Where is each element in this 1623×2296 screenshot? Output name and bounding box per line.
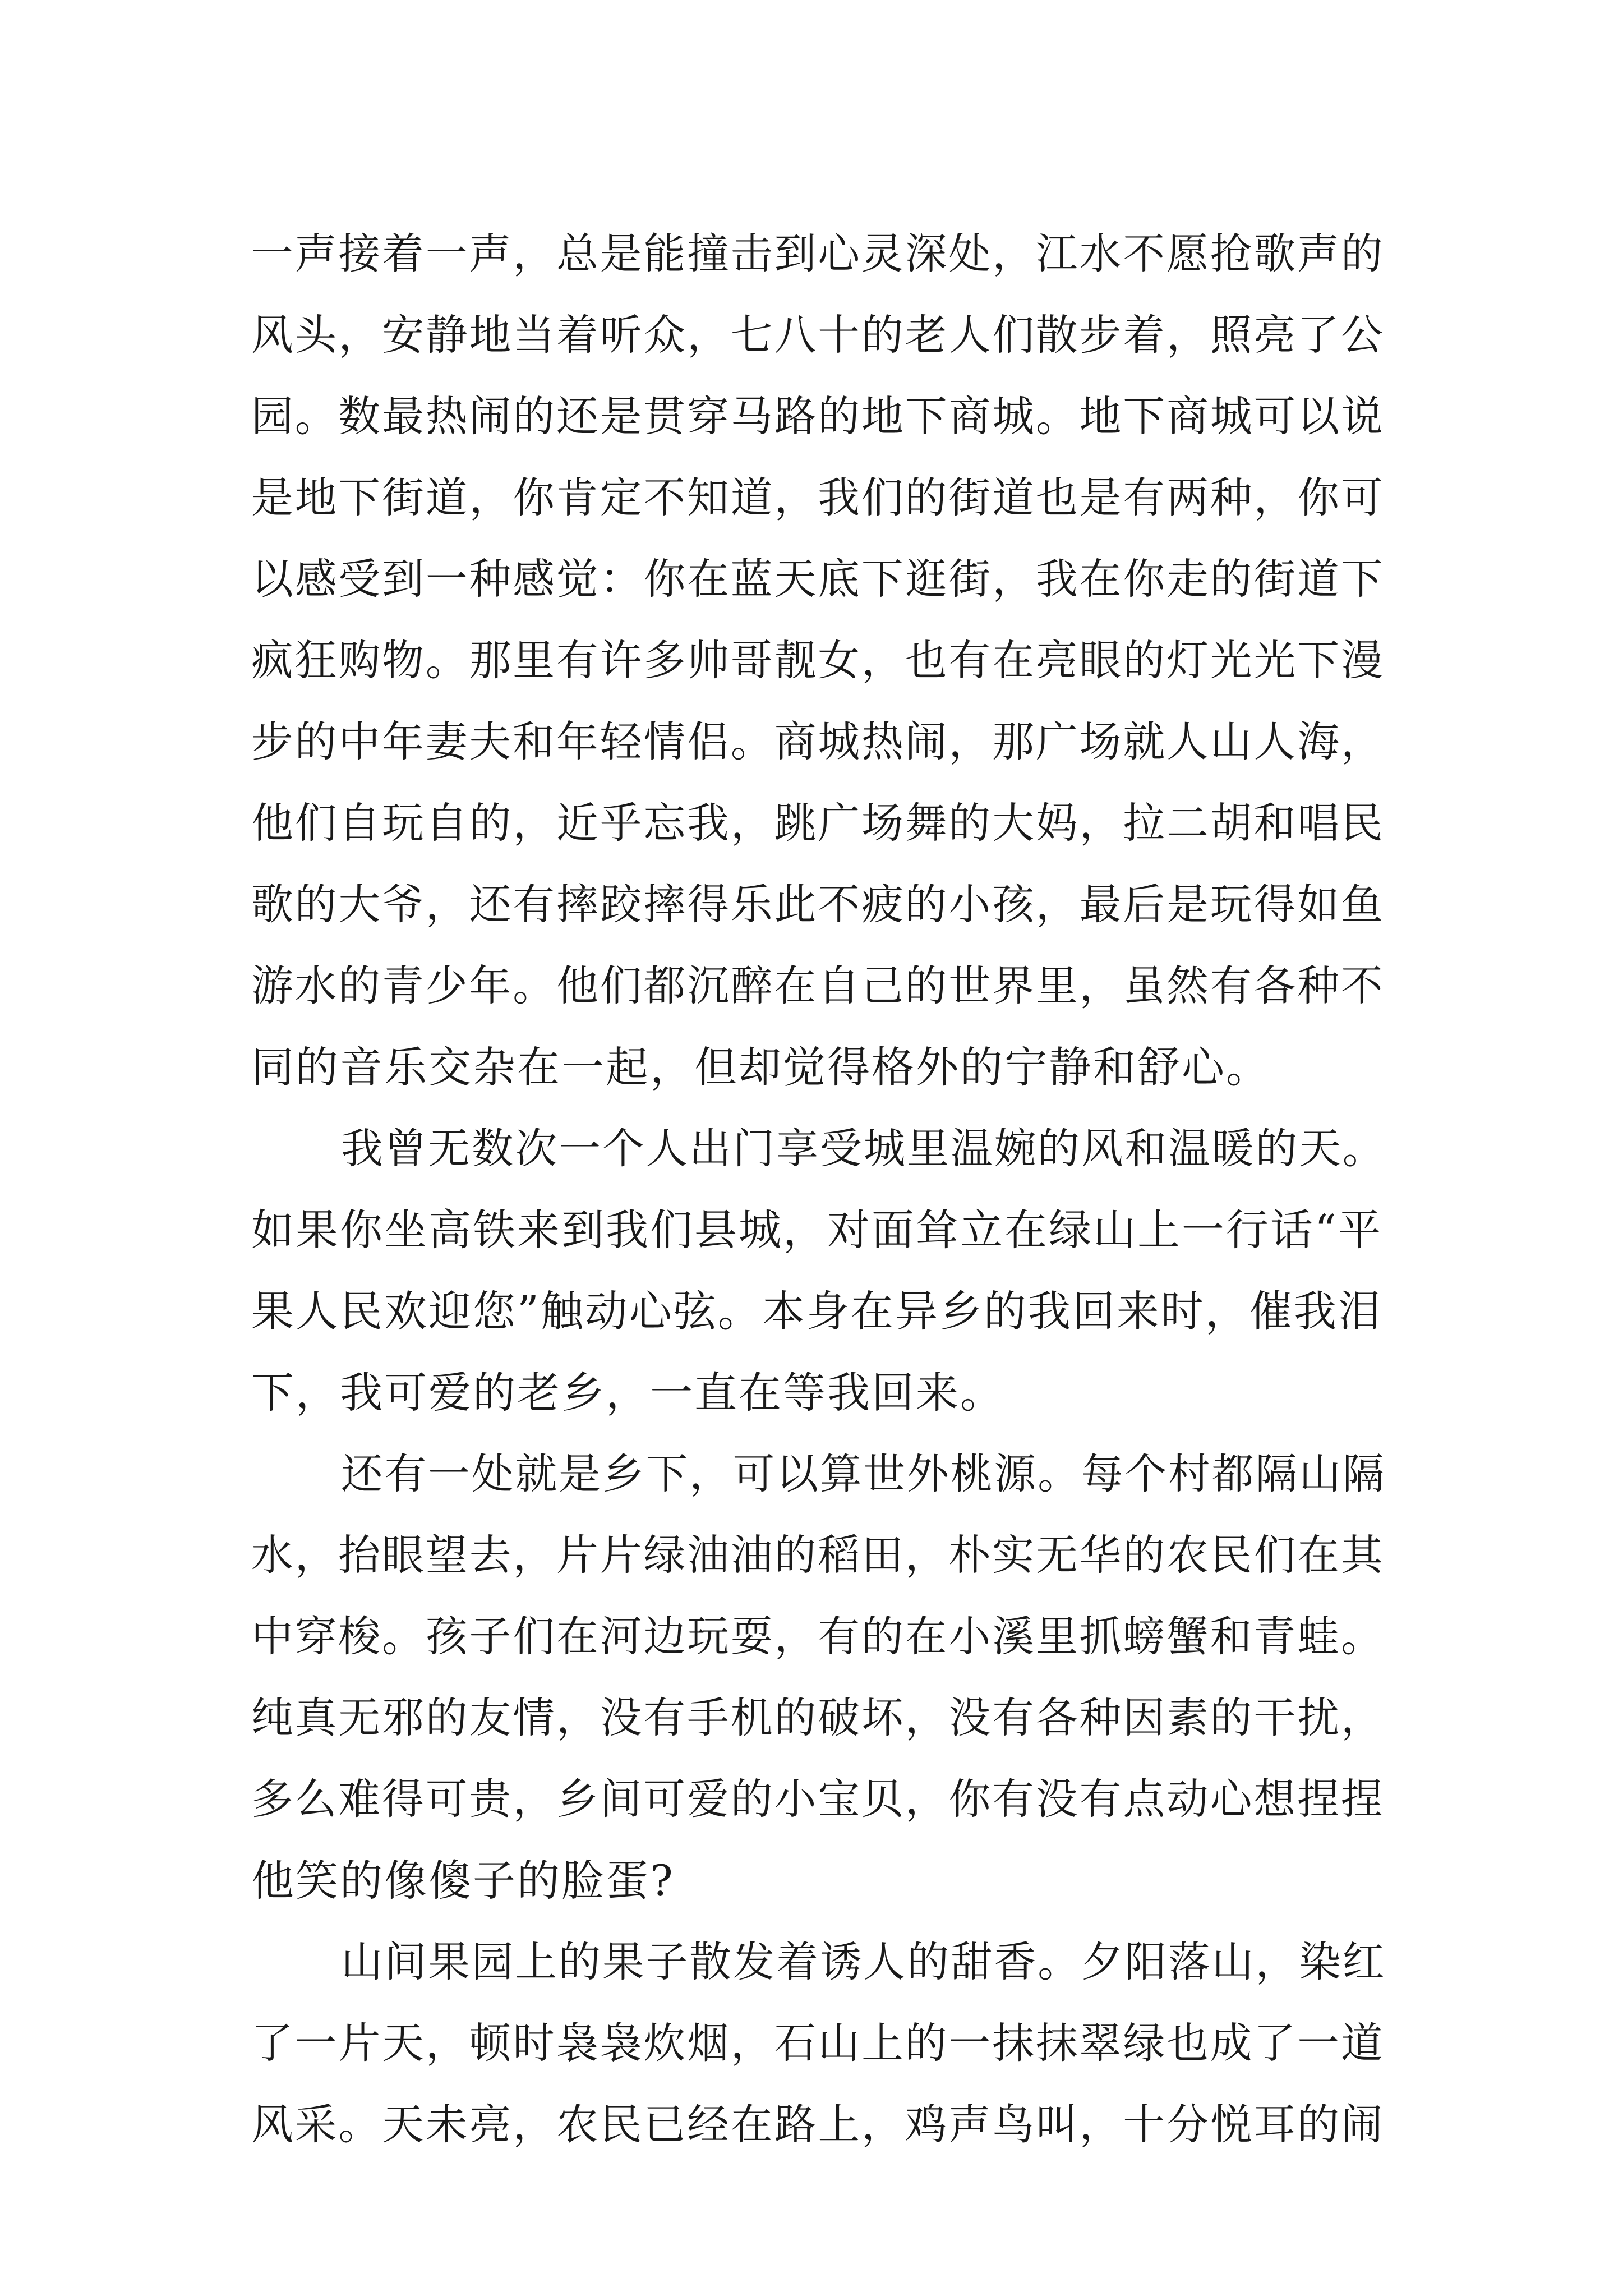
text-line: 风采。天未亮，农民已经在路上，鸡声鸟叫，十分悦耳的闹 bbox=[251, 2100, 1385, 2149]
text-line: 了一片天，顿时袅袅炊烟，石山上的一抹抹翠绿也成了一道 bbox=[251, 2019, 1385, 2068]
text-line: 纯真无邪的友情，没有手机的破坏，没有各种因素的干扰， bbox=[251, 1694, 1385, 1742]
text-line: 是地下街道，你肯定不知道，我们的街道也是有两种，你可 bbox=[251, 473, 1385, 522]
text-line: 他们自玩自的，近乎忘我，跳广场舞的大妈，拉二胡和唱民 bbox=[251, 799, 1385, 848]
paragraph-first-line: 还有一处就是乡下，可以算世外桃源。每个村都隔山隔 bbox=[341, 1450, 1386, 1498]
text-line: 多么难得可贵，乡间可爱的小宝贝，你有没有点动心想捏捏 bbox=[251, 1775, 1385, 1824]
paragraph-first-line: 山间果园上的果子散发着诱人的甜香。夕阳落山，染红 bbox=[341, 1938, 1386, 1986]
text-line: 下，我可爱的老乡，一直在等我回来。 bbox=[251, 1368, 1004, 1418]
text-line: 一声接着一声，总是能撞击到心灵深处，江水不愿抢歌声的 bbox=[251, 229, 1385, 278]
text-line: 步的中年妻夫和年轻情侣。商城热闹，那广场就人山人海， bbox=[251, 717, 1385, 766]
text-line: 以感受到一种感觉：你在蓝天底下逛街，我在你走的街道下 bbox=[251, 555, 1385, 604]
text-line: 园。数最热闹的还是贯穿马路的地下商城。地下商城可以说 bbox=[251, 392, 1385, 441]
text-line: 同的音乐交杂在一起，但却觉得格外的宁静和舒心。 bbox=[251, 1042, 1270, 1092]
text-line: 风头，安静地当着听众，七八十的老人们散步着，照亮了公 bbox=[251, 311, 1385, 360]
text-line: 果人民欢迎您”触动心弦。本身在异乡的我回来时，催我泪 bbox=[251, 1286, 1382, 1336]
text-line: 水，抬眼望去，片片绿油油的稻田，朴实无华的农民们在其 bbox=[251, 1531, 1385, 1580]
body-text bbox=[251, 213, 1395, 2165]
text-line: 他笑的像傻子的脸蛋? bbox=[251, 1856, 675, 1906]
paragraph-first-line: 我曾无数次一个人出门享受城里温婉的风和温暖的天。 bbox=[341, 1124, 1386, 1173]
text-line: 如果你坐高铁来到我们县城，对面耸立在绿山上一行话“平 bbox=[251, 1205, 1382, 1255]
text-line: 中穿梭。孩子们在河边玩耍，有的在小溪里抓螃蟹和青蛙。 bbox=[251, 1612, 1385, 1661]
text-line: 游水的青少年。他们都沉醉在自己的世界里，虽然有各种不 bbox=[251, 961, 1385, 1010]
text-line: 歌的大爷，还有摔跤摔得乐此不疲的小孩，最后是玩得如鱼 bbox=[251, 880, 1385, 929]
text-line: 疯狂购物。那里有许多帅哥靓女，也有在亮眼的灯光光下漫 bbox=[251, 636, 1385, 685]
